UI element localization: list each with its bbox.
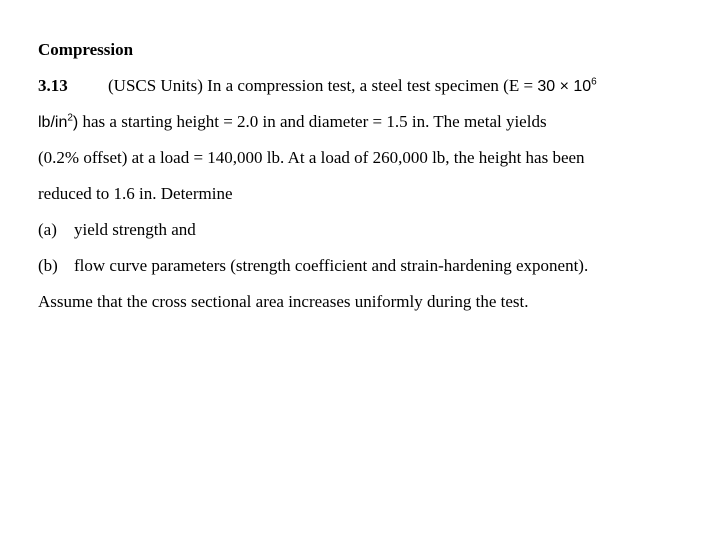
- problem-line-2-text: has a starting height = 2.0 in and diameter = 1.5 in. The metal yields: [78, 112, 547, 131]
- problem-line-1-text: (USCS Units) In a compression test, a steel test specimen (E =: [108, 76, 538, 95]
- section-heading: Compression: [38, 40, 134, 59]
- closing-line: Assume that the cross sectional area increases uniformly during the test.: [38, 292, 529, 311]
- modulus-unit: [38, 114, 78, 131]
- modulus-base: 30 × 10: [537, 78, 592, 95]
- unit-exponent: 2: [67, 112, 73, 124]
- unit-close: ): [72, 114, 79, 131]
- item-a-text: yield strength and: [74, 220, 196, 239]
- item-b-text: flow curve parameters (strength coefficient and strain-hardening exponent).: [74, 256, 589, 275]
- problem-line-2: [38, 112, 547, 133]
- modulus-exponent: 6: [591, 76, 597, 88]
- list-item-b: [38, 256, 588, 276]
- problem-line-3: (0.2% offset) at a load = 140,000 lb. At a load of 260,000 lb, the height has been: [38, 148, 585, 167]
- problem-line-1: [38, 76, 597, 97]
- item-b-label: (b): [38, 256, 58, 275]
- list-item-a: [38, 220, 196, 240]
- problem-line-4: reduced to 1.6 in. Determine: [38, 184, 233, 203]
- item-a-label: (a): [38, 220, 57, 239]
- unit-base: lb/in: [38, 114, 68, 131]
- problem-number: 3.13: [38, 76, 68, 95]
- modulus-value: [537, 78, 596, 95]
